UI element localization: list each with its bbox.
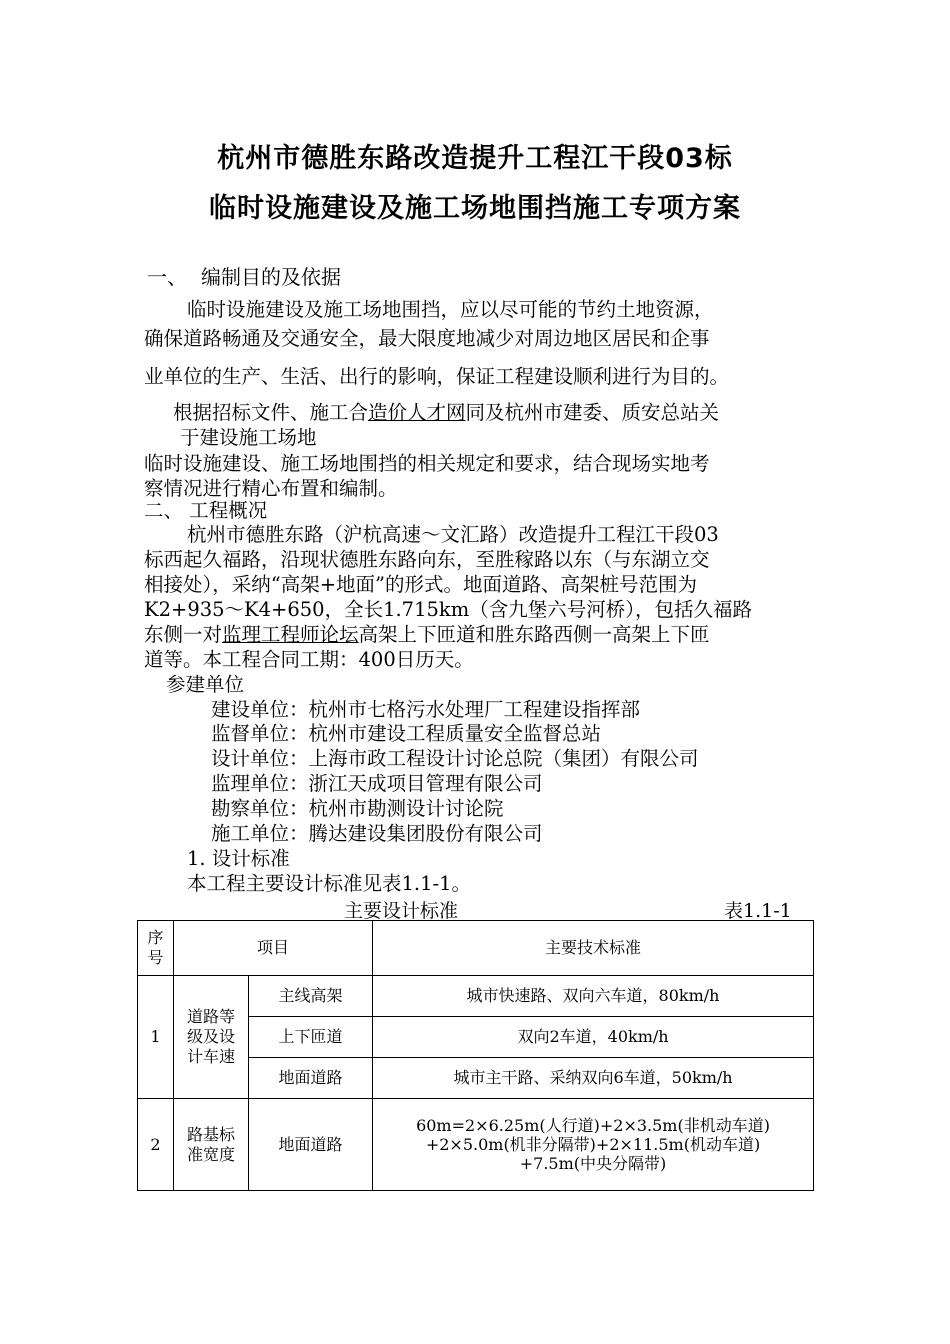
units-heading: 参建单位 [166,673,245,696]
design-standard-heading: 1. 设计标准 [187,847,290,870]
sec2-line6: 道等。本工程合同工期：400日历天。 [144,648,474,671]
sec2-line3: 相接处），采纳“高架+地面”的形式。地面道路、高架桩号范围为 [144,573,698,596]
header-seq: 序号 [138,921,174,976]
row1c-sub: 地面道路 [249,1058,373,1099]
document-title-line1: 杭州市德胜东路改造提升工程江干段03标 [217,143,733,174]
unit-contractor: 施工单位：腾达建设集团股份有限公司 [211,822,543,845]
unit-construction: 建设单位：杭州市七格污水处理厂工程建设指挥部 [211,698,641,721]
table-row [138,1099,814,1191]
unit-monitoring: 监理单位：浙江天成项目管理有限公司 [211,772,543,795]
sec2-line5-a: 东侧一对 [144,623,223,646]
row2-tech-line1: 60m=2×6.25m(人行道)+2×3.5m(非机动车道) [416,1116,770,1135]
sec2-line1: 杭州市德胜东路（沪杭高速～文汇路）改造提升工程江干段03 [187,523,719,546]
table-header-row [138,921,814,976]
para2-link[interactable]: 造价人才网 [368,401,466,424]
row1c-tech: 城市主干路、采纳双向6车道，50km/h [373,1058,814,1099]
row2-seq: 2 [138,1099,174,1191]
sec2-line5 [144,622,710,647]
para1-line3-a: 业单位的生产、生活、出行的影响， [144,365,457,388]
para1-line3-emph: 保证工程建设顺利进行为 [456,365,671,388]
para1-line1: 临时设施建设及施工场地围挡，应以尽可能的节约土地资源， [187,298,714,321]
row1b-tech: 双向2车道，40km/h [373,1017,814,1058]
para2-line1 [173,400,719,425]
row1-category: 道路等级及设计车速 [174,976,249,1099]
sec2-link[interactable]: 监理工程师论坛 [222,623,359,646]
para2-line1-b: 同及杭州市建委、质安总站关 [465,401,720,424]
row1-seq: 1 [138,976,174,1099]
row2-tech [373,1099,814,1191]
row1a-sub: 主线高架 [249,976,373,1017]
section1-number: 一、 [147,265,187,289]
para2-line1-a: 根据招标文件、施工合 [173,401,369,424]
sec2-line5-b: 高架上下匝道和胜东路西侧一高架上下匝 [358,623,710,646]
table-caption: 主要设计标准 [344,900,459,922]
header-item: 项目 [174,921,373,976]
section2-heading: 二、 工程概况 [144,499,268,522]
row2-category: 路基标准宽度 [174,1099,249,1191]
para2-line2: 于建设施工场地 [180,426,317,449]
document-title-line2: 临时设施建设及施工场地围挡施工专项方案 [209,193,741,224]
unit-supervision: 监督单位：杭州市建设工程质量安全监督总站 [211,722,602,745]
para2-line4: 察情况进行精心布置和编制。 [144,477,398,500]
row1a-tech: 城市快速路、双向六车道，80km/h [373,976,814,1017]
sec2-line2: 标西起久福路，沿现状德胜东路向东，至胜稼路以东（与东湖立交 [144,548,710,571]
section1-heading: 编制目的及依据 [201,265,341,289]
design-standards-table [137,920,814,1191]
table-number: 表1.1-1 [724,900,792,922]
row2-sub: 地面道路 [249,1099,373,1191]
design-standard-intro: 本工程主要设计标准见表1.1-1。 [187,872,472,895]
unit-survey: 勘察单位：杭州市勘测设计讨论院 [211,797,504,820]
row2-tech-line2: +2×5.0m(机非分隔带)+2×11.5m(机动车道) [425,1135,761,1154]
row1b-sub: 上下匝道 [249,1017,373,1058]
para1-line3 [144,364,729,389]
unit-design: 设计单位：上海市政工程设计讨论总院（集团）有限公司 [211,747,699,770]
table-row [138,976,814,1017]
row2-tech-line3: +7.5m(中央分隔带) [519,1154,667,1173]
sec2-line4: K2+935～K4+650，全长1.715km（含九堡六号河桥），包括久福路 [144,598,752,621]
para1-line2: 确保道路畅通及交通安全，最大限度地减少对周边地区居民和企事 [144,327,710,350]
para2-line3: 临时设施建设、施工场地围挡的相关规定和要求，结合现场实地考 [144,452,710,475]
header-tech: 主要技术标准 [373,921,814,976]
para1-line3-c: 目的。 [670,365,730,388]
